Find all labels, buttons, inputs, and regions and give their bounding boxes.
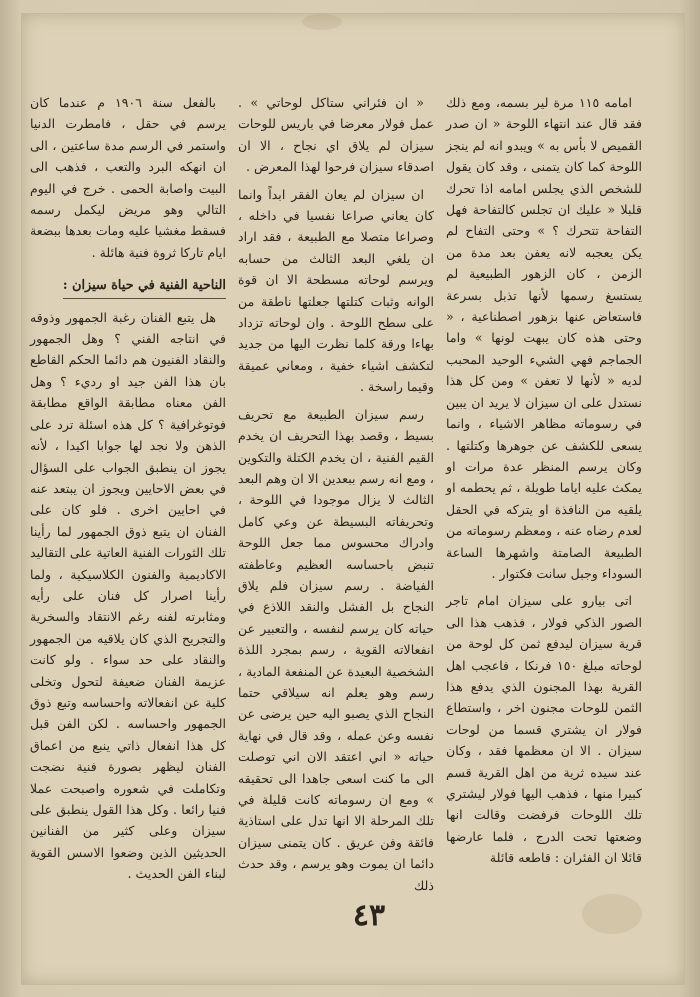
text-column-left [30, 92, 226, 891]
section-heading: الناحية الفنية في حياة سيزان : [63, 275, 226, 298]
paragraph: رسم سيزان الطبيعة مع تحريف بسيط ، وقصد بهذا التحريف ان يخدم القيم الفنية ، ان يخدم الكتلة والتكوين ، ومع انه رسم ببعدين الا ان وهم البعد الثالث لا يزال موجودا في اللوحة ، وتحريفاته البسيطة عن وعي كامل وادراك محسوس مما جعل اللوحة تنبض باحساسه العظيم وعاطفته الفياضة . رسم سيزان فلم يلاق النجاح بل الفشل والنقد اللاذع في حياته كان يرسم لنفسه ، والتعبير عن انفعالاته القوية ، رسم بمجرد اللذة الشخصية البعيدة عن المنفعة المادية ، رسم وهو يعلم انه سيلاقي حتما النجاح الذي يصبو اليه حين يرضى عن نفسه وعن عمله ، وقد قال في نهاية حياته « اني اعتقد الان اني توصلت الى ما كنت اسعى جاهدا الى تحقيقه » ومع ان رسوماته كانت قليلة في تلك المرحلة الا انها تدل على استاذية فائقة وفن عريق . كان يتمنى سيزان دائما ان يموت وهو يرسم ، وقد حدث ذلك [238, 406, 434, 893]
section-heading-wrap [30, 269, 226, 306]
paper-stain [582, 894, 642, 934]
paper-stain [302, 14, 342, 30]
page-number: ٤٣ [352, 898, 386, 933]
paragraph: « ان فئراني ستاكل لوحاتي » . عمل فولار معرضا في باريس للوحات سيزان لم يلاق اي نجاح ، الا ان اصدقاء سيزان فرحوا لهذا المعرض . [238, 95, 434, 175]
paragraph: ان سيزان لم يعان الفقر ابداً وانما كان يعاني صراعا نفسيا في داخله ، وصراعا متصلا مع الطبيعة ، فقد اراد ان يلغي البعد الثالث من حسابه ويرسم لوحاته مسطحة الا ان قوة الوانه وثبات كتلتها جعلتها ناطقة من على سطح اللوحة . وان لوحاته تزداد بهاءا ورقة كلما نظرت اليها من جديد لتكشف اشياء خفية ، ومعاني عميقة وقيما راسخة . [238, 186, 434, 395]
text-column-middle [238, 92, 434, 902]
paragraph: اتى بيارو على سيزان امام تاجر الصور الذكي فولار ، فذهب هذا الى قرية سيزان ليدفع ثمن كل لوحة من لوحاته مبلغ ١٥٠ فرنكا ، فاعجب اهل القرية بهذا المجنون الذي يدفع هذا الثمن للوحات مجنون اخر ، واستطاع فولار ان يشتري قسما من لوحات سيزان . الا ان معظمها فقد ، وكان عند سيده ثرية من اهل القرية قسم كبيرا منها ، فذهب اليها فولار ليشتري تلك اللوحات فرفضت وقالت انها وضعتها تحت الدرج ، فلما عارضها قائلا ان الفئران : قاطعه قائلة [446, 593, 642, 866]
paragraph: امامه ١١٥ مرة لير بسمه، ومع ذلك فقد قال عند انتهاء اللوحة « ان صدر القميص لا بأس به » ويبدو انه لم ينجز اللوحة كما كان يتمنى ، وقد كان يقول للشخص الذي يجلس امامه اذا تحرك قلبلا « عليك ان تجلس كالتفاحة فهل التفاحة تتحرك ؟ » وحتى التفاح لم يكن يعجبه لانه يعفن بعد مدة من الزمن ، كان الزهور الطبيعية لم يستسغ رسمها لأنها تذبل بسرعة فاستعاض عنها بزهور اصطناعية ، « وحتى هذه كان يبهت لونها » واما الجماجم فهي الشيء الوحيد المحبب لديه « لأنها لا تعفن » ومن كل هذا نستدل على ان سيزان لا يريد ان يبين في رسوماته مظاهر الاشياء ، وانما يسعى للكشف عن جوهرها وكتلتها . وكان يرسم المنظر عدة مرات او يمكث عليه اياما طويلة ، ثم يحطمه او يلقيه من النافذة او يتركه في الحقل لعدم رضاه عنه ، ومعظم رسوماته من الطبيعة الصامتة واشهرها الساعة السوداء وجبل سانت فكتوار . [446, 95, 642, 581]
paragraph: هل يتبع الفنان رغبة الجمهور وذوقه في انتاجه الفني ؟ وهل الجمهور والنقاد الفنيون هم دائما الحكم القاطع بان هذا الفن جيد او رديء ؟ وهل الفن معناه مطابقة الواقع مطابقة فوتوغرافية ؟ كل هذه اسئلة ترد على الذهن ولا نجد لها جوابا اكيدا ، لأنه يجوز ان ينطبق الجواب على السؤال في بعض الاحايين ويجوز ان يبتعد عنه في احايين اخرى . فلو كان على الفنان ان يتبع ذوق الجمهور لما رأينا تلك الثورات الفنية العاتية على التقاليد الاكاديمية والفنون الكلاسيكية ، ولما رأينا اصرار كل فنان على رأيه ومثابرته لفنه رغم الانتقاد والسخرية والتجريح الذي كان يلاقيه من الجمهور والنقاد على حد سواء . ولو كانت عزيمة الفنان ضعيفة لتحول وتخلى كلية عن انفعالاته واحساسه وتبع ذوق الجمهور واحساسه . لكن الفن قبل كل هذا انفعال ذاتي ينبع من اعماق الفنان ليظهر بصورة فنية نضجت وتكاملت في شعوره واصبحت عملا فنيا رائعا . وكل هذا القول ينطبق على سيزان وعلى كثير من الفنانين الحديثين الذين وضعوا الاسس القوية لبناء الفن الحديث . [30, 309, 226, 882]
text-column-right [446, 92, 642, 875]
paragraph: بالفعل سنة ١٩٠٦ م عندما كان يرسم في حقل ، فامطرت الدنيا واستمر في الرسم مدة ساعتين ، الى ان انهكه البرد والتعب ، فذهب الى البيت واصابة الحمى . خرج في اليوم التالي وهو مريض ليكمل رسمه فسقط مغشيا عليه ومات بعدها ببضعة ايام تاركا ثروة فنية هائلة . [30, 95, 226, 260]
